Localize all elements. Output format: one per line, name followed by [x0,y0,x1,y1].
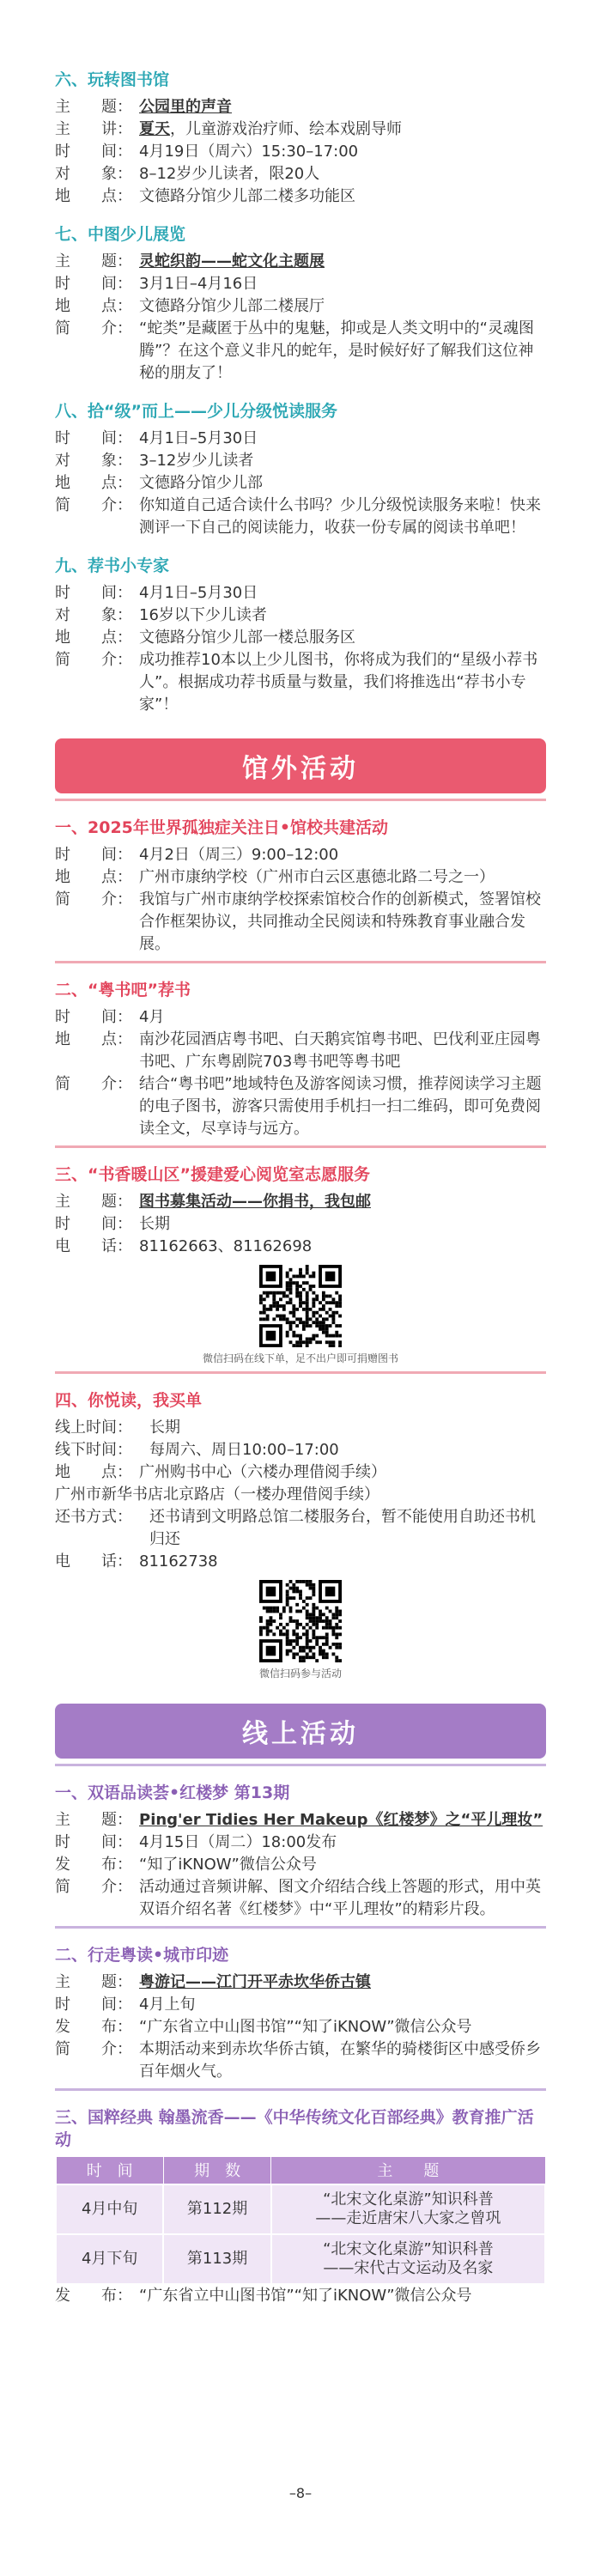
info-label [55,318,139,385]
info-value [139,1191,546,1213]
info-value [139,118,546,141]
info-label-text: 对 象： [55,165,132,183]
info-label [55,1461,139,1484]
info-value: 文德路分馆少儿部二楼展厅 [139,297,325,315]
info-label-text: 时 间： [55,143,132,161]
info-row [55,889,546,956]
info-row [55,450,546,472]
info-label [55,605,139,627]
info-row [55,844,546,866]
section-heading: 九、荐书小专家 [55,556,170,575]
section-heading: 七、中图少儿展览 [55,225,186,244]
info-label [55,2038,139,2083]
info-label-text: 主 题： [55,1193,132,1211]
top-spacer [55,0,546,53]
info-value: 文德路分馆少儿部 [139,474,263,492]
info-label [55,185,139,208]
info-row [55,605,546,627]
info-value-bold: 夏天 [139,120,170,138]
info-label [55,163,139,185]
table-cell: 4月中旬 [56,2184,163,2234]
info-row [55,2038,546,2083]
info-label-text: 主 题： [55,252,132,270]
info-value: 长期 [149,1419,180,1437]
info-label-text: 主 题： [55,1973,132,1991]
info-label [55,1029,139,1073]
qr-caption: 微信扫码在线下单，足不出户即可捐赠图书 [202,1352,398,1364]
table-row [56,2234,545,2284]
info-label-text: 主 讲： [55,120,132,138]
info-label-text: 电 话： [55,1237,132,1255]
info-label [55,118,139,141]
info-value [139,1971,546,1994]
info-label-text: 简 介： [55,890,132,908]
info-label-text: 对 象： [55,452,132,470]
info-value-bold: 粤游记——江门开平赤坎华侨古镇 [139,1973,371,1991]
table-cell: “北宋文化桌游”知识科普 ——走近唐宋八大家之曾巩 [271,2184,545,2234]
info-label-text: 时 间： [55,1996,132,2014]
page-number: –8– [288,2485,313,2501]
info-value-text: ，儿童游戏治疗师、绘本戏剧导师 [170,120,402,138]
info-label [55,1073,139,1140]
info-value: 文德路分馆少儿部一楼总服务区 [139,629,355,647]
info-value: 4月1日–5月30日 [139,584,258,602]
table-cell: 4月下旬 [56,2234,163,2284]
section-heading: 三、国粹经典 翰墨流香——《中华传统文化百部经典》教育推广活动 [55,2108,534,2149]
info-row [55,251,546,273]
section-divider [55,961,546,963]
info-row [55,1551,546,1573]
info-label-text: 地 点： [55,629,132,647]
table-header-cell: 时 间 [56,2157,163,2184]
info-label-text: 电 话： [55,1552,132,1571]
offsite-activities-banner: 馆外活动 [55,738,546,793]
info-label [55,1506,149,1551]
table-cell: 第113期 [163,2234,270,2284]
info-label-text: 时 间： [55,584,132,602]
info-label [55,251,139,273]
info-row [55,866,546,889]
info-row [55,141,546,163]
info-label-text: 发 布： [55,2286,132,2305]
info-label-text: 对 象： [55,606,132,624]
info-label-text: 发 布： [55,2018,132,2036]
info-row [55,2016,546,2038]
info-label [55,1832,139,1854]
section-divider [55,1145,546,1148]
info-value: 4月1日–5月30日 [139,429,258,447]
info-label [55,495,139,539]
info-row [55,649,546,716]
info-value: 81162663、81162698 [139,1237,313,1255]
info-label [55,428,139,450]
info-value: 广州购书中心（六楼办理借阅手续） [139,1463,386,1481]
info-value: 活动通过音频讲解、图文介绍结合线上答题的形式，用中英双语介绍名著《红楼梦》中“平儿理妆”的精彩片段。 [139,1878,541,1918]
info-row [55,1029,546,1073]
info-label [55,273,139,295]
info-label [55,141,139,163]
info-value: “广东省立中山图书馆”“知了iKNOW”微信公众号 [139,2286,472,2305]
info-label-text: 时 间： [55,846,132,864]
info-label [55,1551,139,1573]
info-value: 4月 [139,1008,165,1026]
info-label-text: 地 点： [55,297,132,315]
info-value [139,1809,546,1832]
info-label [55,1213,139,1236]
qr-code [259,1580,342,1662]
info-value-bold: 公园里的声音 [139,98,232,116]
table-header-cell: 期 数 [163,2157,270,2184]
info-value: 16岁以下少儿读者 [139,606,267,624]
info-row [55,1809,546,1832]
info-row [55,1461,546,1484]
info-label-text: 线上时间： [55,1419,132,1437]
info-value [139,96,546,118]
info-row [55,273,546,295]
info-label-text: 发 布： [55,1856,132,1874]
info-label-text: 简 介： [55,651,132,669]
info-label-text: 简 介： [55,319,132,337]
info-label-text: 简 介： [55,1878,132,1896]
info-value: 广州市康纳学校（广州市白云区惠德北路二号之一） [139,868,495,886]
info-label [55,295,139,318]
section-divider [55,1926,546,1929]
info-label [55,1809,139,1832]
section-divider [55,1764,546,1766]
info-row [55,1832,546,1854]
info-row [55,1417,546,1439]
info-value: 结合“粤书吧”地域特色及游客阅读习惯，推荐阅读学习主题的电子图书，游客只需使用手机扫一扫二维码，即可免费阅读全文，尽享诗与远方。 [139,1075,542,1138]
info-row [55,627,546,649]
info-value: 广州市新华书店北京路店（一楼办理借阅手续） [55,1485,379,1504]
info-row [55,495,546,539]
info-label-text: 简 介： [55,2040,132,2058]
table-header-cell: 主 题 [271,2157,545,2184]
info-value-bold: 图书募集活动——你捐书，我包邮 [139,1193,371,1211]
section-heading: 八、拾“级”而上——少儿分级悦读服务 [55,402,337,421]
info-value: 你知道自己适合读什么书吗？少儿分级悦读服务来啦！快来测评一下自己的阅读能力，收获一份专属的阅读书单吧！ [139,496,541,537]
info-label-text: 时 间： [55,1215,132,1233]
info-label-text: 时 间： [55,1008,132,1026]
info-row [55,582,546,605]
section-divider [55,1371,546,1374]
info-label-text: 简 介： [55,496,132,514]
section-divider [55,2088,546,2091]
section-heading: 二、行走粤读•城市印迹 [55,1946,229,1965]
info-value: 4月上旬 [139,1996,196,2014]
info-row [55,1236,546,1258]
info-label [55,450,139,472]
info-label [55,1971,139,1994]
table-row [56,2184,545,2234]
info-value: 4月2日（周三）9:00–12:00 [139,846,339,864]
info-value: 我馆与广州市康纳学校探索馆校合作的创新模式，签署馆校合作框架协议，共同推动全民阅读和特殊教育事业融合发展。 [139,890,541,953]
info-value-bold: Ping'er Tidies Her Makeup《红楼梦》之“平儿理妆” [139,1811,543,1829]
table-header-row [56,2157,545,2184]
table-cell: 第112期 [163,2184,270,2234]
info-row [55,2285,546,2307]
section-heading: 二、“粤书吧”荐书 [55,981,191,999]
schedule-table [55,2156,546,2285]
info-label [55,472,139,495]
info-label-text: 主 题： [55,98,132,116]
info-label-text: 时 间： [55,1833,132,1851]
info-label [55,1994,139,2016]
info-row [55,1994,546,2016]
info-label [55,844,139,866]
info-label [55,1876,139,1921]
info-label [55,2285,139,2307]
info-label [55,1417,149,1439]
info-row [55,163,546,185]
info-row [55,1073,546,1140]
section-heading: 三、“书香暖山区”援建爱心阅览室志愿服务 [55,1165,370,1184]
info-value: 3月1日–4月16日 [139,275,258,293]
info-label-text: 主 题： [55,1811,132,1829]
info-label [55,627,139,649]
info-label [55,1191,139,1213]
info-label-text: 还书方式： [55,1508,132,1526]
info-label-text: 地 点： [55,868,132,886]
info-value: 本期活动来到赤坎华侨古镇，在繁华的骑楼街区中感受侨乡百年烟火气。 [139,2040,541,2081]
info-label-text: 地 点： [55,1030,132,1048]
info-row [55,1191,546,1213]
info-label-text: 时 间： [55,275,132,293]
info-label [55,866,139,889]
info-row [55,1854,546,1876]
info-label-text: 地 点： [55,187,132,205]
table-cell: “北宋文化桌游”知识科普 ——宋代古文运动及名家 [271,2234,545,2284]
info-row [55,1439,546,1461]
info-row [55,1213,546,1236]
info-label [55,649,139,716]
section-heading: 一、双语品读荟•红楼梦 第13期 [55,1783,290,1802]
info-value: 4月19日（周六）15:30–17:00 [139,143,359,161]
info-label-text: 简 介： [55,1075,132,1093]
info-value: 每周六、周日10:00–17:00 [149,1441,339,1459]
section-divider [55,799,546,801]
info-value: “知了iKNOW”微信公众号 [139,1856,317,1874]
info-value: 成功推荐10本以上少儿图书，你将成为我们的“星级小荐书人”。根据成功荐书质量与数量，我们将推选出“荐书小专家”！ [139,651,538,714]
info-label-text: 地 点： [55,474,132,492]
info-value: 8–12岁少儿读者，限20人 [139,165,320,183]
qr-code [259,1265,342,1347]
info-value: 3–12岁少儿读者 [139,452,254,470]
info-value: 长期 [139,1215,170,1233]
info-label [55,1439,149,1461]
info-row [55,1506,546,1551]
info-row [55,318,546,385]
info-row [55,295,546,318]
info-row [55,472,546,495]
info-label-text: 时 间： [55,429,132,447]
online-activities-banner: 线上活动 [55,1704,546,1759]
section-heading: 六、玩转图书馆 [55,70,170,89]
info-row [55,118,546,141]
info-row [55,185,546,208]
info-value-bold: 灵蛇织韵——蛇文化主题展 [139,252,325,270]
info-label [55,96,139,118]
info-row [55,1876,546,1921]
info-value [139,251,546,273]
info-row [55,1484,546,1506]
info-label [55,889,139,956]
info-value: 81162738 [139,1552,218,1571]
info-label [55,1006,139,1029]
info-label [55,582,139,605]
info-row [55,428,546,450]
info-label [55,2016,139,2038]
section-heading: 一、2025年世界孤独症关注日•馆校共建活动 [55,818,389,837]
info-row [55,1006,546,1029]
info-value: 4月15日（周二）18:00发布 [139,1833,337,1851]
info-row [55,96,546,118]
info-value: 还书请到文明路总馆二楼服务台，暂不能使用自助还书机归还 [149,1508,536,1548]
info-value: 南沙花园酒店粤书吧、白天鹅宾馆粤书吧、巴伐利亚庄园粤书吧、广东粤剧院703粤书吧等粤书吧 [139,1030,541,1071]
section-heading: 四、你悦读，我买单 [55,1391,203,1410]
info-row [55,1971,546,1994]
info-value: “广东省立中山图书馆”“知了iKNOW”微信公众号 [139,2018,472,2036]
qr-caption: 微信扫码参与活动 [258,1668,342,1680]
info-label-text: 线下时间： [55,1441,132,1459]
info-label-text: 地 点： [55,1463,132,1481]
info-value: “蛇类”是藏匿于丛中的鬼魅，抑或是人类文明中的“灵魂图腾”？在这个意义非凡的蛇年，是时候好好了解我们这位神秘的朋友了！ [139,319,534,382]
info-label [55,1854,139,1876]
info-value: 文德路分馆少儿部二楼多功能区 [139,187,355,205]
info-label [55,1236,139,1258]
